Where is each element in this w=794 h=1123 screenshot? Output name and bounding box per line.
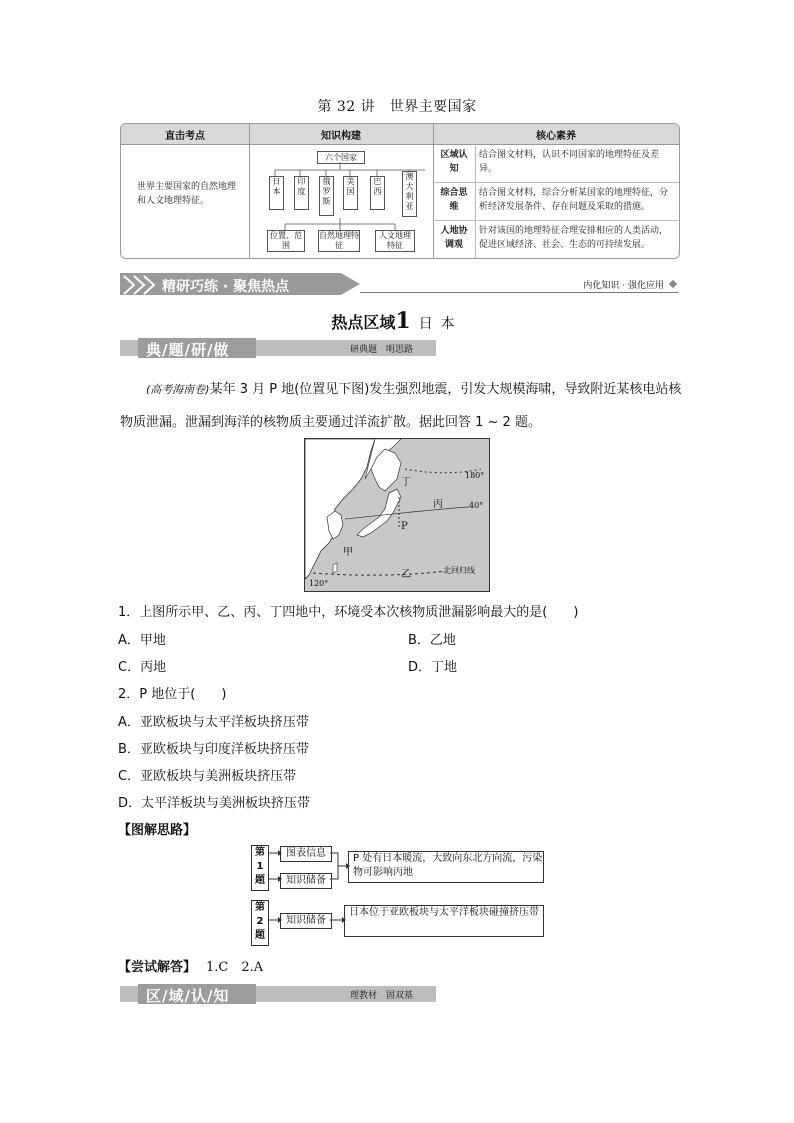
label-yi: 乙 <box>401 569 411 580</box>
tag-label: 区/域/认/知 <box>146 987 230 1005</box>
country-usa: 美国 <box>343 176 358 210</box>
q1-option-a[interactable]: A．甲地 <box>118 633 166 648</box>
tag-label: 典/题/研/做 <box>146 341 230 359</box>
q1-stem: 1．上图所示甲、乙、丙、丁四地中，环境受本次核物质泄漏影响最大的是( ) <box>118 605 579 620</box>
topic-text: 世界主要国家的自然地理和人文地理特征。 <box>137 182 237 206</box>
answer-line <box>118 956 263 975</box>
tag-subtitle: 理教材 固双基 <box>350 991 414 1001</box>
q2-option-a[interactable]: A．亚欧板块与太平洋板块挤压带 <box>118 715 309 730</box>
chart-info-box: 图表信息 <box>280 846 332 862</box>
section-name: 日本 <box>418 316 463 332</box>
col-literacy: 核心素养 <box>536 131 576 142</box>
q2-option-c[interactable]: C．亚欧板块与美洲板块挤压带 <box>118 769 297 784</box>
chevron-decoration-icon <box>122 274 162 296</box>
answer-title: 【尝试解答】 <box>118 960 197 975</box>
knowledge-box-1: 知识储备 <box>280 873 332 889</box>
country-brazil: 巴西 <box>370 176 385 210</box>
label-bing: 丙 <box>433 499 443 510</box>
section-banner <box>120 268 678 298</box>
aspect-location: 位置、范围 <box>267 230 305 252</box>
summary-table <box>120 123 680 259</box>
flow-arrows <box>266 845 350 945</box>
label-lon-120: 120° <box>309 579 329 588</box>
literacy-desc-3: 针对该国的地理特征合理安排相应的人类活动，促进区域经济、社会、生态的可持续发展。 <box>479 226 669 250</box>
label-tropic: 北回归线 <box>443 566 475 575</box>
diamond-icon <box>669 280 677 288</box>
literacy-name-3: 人地协调观 <box>440 226 468 250</box>
japan-map <box>304 438 490 592</box>
map-root: 六个国家 <box>317 151 365 164</box>
literacy-name-1: 区域认知 <box>440 150 468 174</box>
literacy-name-2: 综合思维 <box>440 188 468 212</box>
label-ding: 丁 <box>401 477 411 488</box>
label-jia: 甲 <box>343 547 353 558</box>
question-source: (高考海南卷) <box>146 383 210 396</box>
q1-result-box: P 处有日本暖流，大致向东北方向流，污染物可影响丙地 <box>348 851 544 883</box>
country-australia: 澳大利亚 <box>402 171 417 217</box>
knowledge-box-2: 知识储备 <box>280 913 332 929</box>
label-lat-40: 40° <box>469 501 484 510</box>
q2-result-box: 日本位于亚欧板块与太平洋板块碰撞挤压带 <box>344 905 544 937</box>
q1-option-c[interactable]: C．丙地 <box>118 660 167 675</box>
section-heading <box>0 308 794 334</box>
col-knowledge: 知识构建 <box>321 131 361 142</box>
q2-option-d[interactable]: D．太平洋板块与美洲板块挤压带 <box>118 796 311 811</box>
country-india: 印度 <box>294 176 309 210</box>
q1-label-box: 第1题 <box>251 845 269 891</box>
label-lon-180: 180° <box>465 471 485 480</box>
section-prefix: 热点区域 <box>331 313 396 332</box>
banner-subtitle: 内化知识 · 强化应用 <box>583 281 664 291</box>
aspect-human: 人文地理特征 <box>375 230 415 252</box>
question-intro <box>120 373 690 439</box>
q1-option-b[interactable]: B．乙地 <box>408 633 456 648</box>
q1-option-d[interactable]: D．丁地 <box>408 660 458 675</box>
tag-typical-questions <box>120 338 440 358</box>
country-russia: 俄罗斯 <box>319 176 334 216</box>
literacy-desc-1: 结合图文材料，认识不同国家的地理特征及差异。 <box>479 150 660 174</box>
label-p: P <box>401 521 408 532</box>
col-exam-points: 直击考点 <box>165 131 205 142</box>
tag-subtitle: 研典题 明思路 <box>350 345 414 355</box>
aspect-natural: 自然地理特征 <box>319 231 359 250</box>
q2-label-box: 第2题 <box>251 900 269 946</box>
thinking-title: 【图解思路】 <box>118 823 197 838</box>
intro-text: 某年 3 月 P 地(位置见下图)发生强烈地震，引发大规模海啸，导致附近某核电站核物质泄漏。泄漏到海洋的核物质主要通过洋流扩散。据此回答 1 ~ 2 题。 <box>120 382 682 430</box>
literacy-desc-2: 结合图文材料，综合分析某国家的地理特征，分析经济发展条件、存在问题及采取的措施。 <box>479 188 669 212</box>
banner-title: 精研巧练 · 聚焦热点 <box>162 279 290 295</box>
tag-regional-cognition <box>120 984 440 1004</box>
q2-option-b[interactable]: B．亚欧板块与印度洋板块挤压带 <box>118 742 309 757</box>
country-japan: 日本 <box>269 176 284 210</box>
lecture-title: 第 32 讲 世界主要国家 <box>317 99 477 115</box>
section-number: 1 <box>395 308 411 334</box>
q2-stem: 2．P 地位于( ) <box>118 687 227 702</box>
answer-text: 1.C 2.A <box>206 960 264 975</box>
